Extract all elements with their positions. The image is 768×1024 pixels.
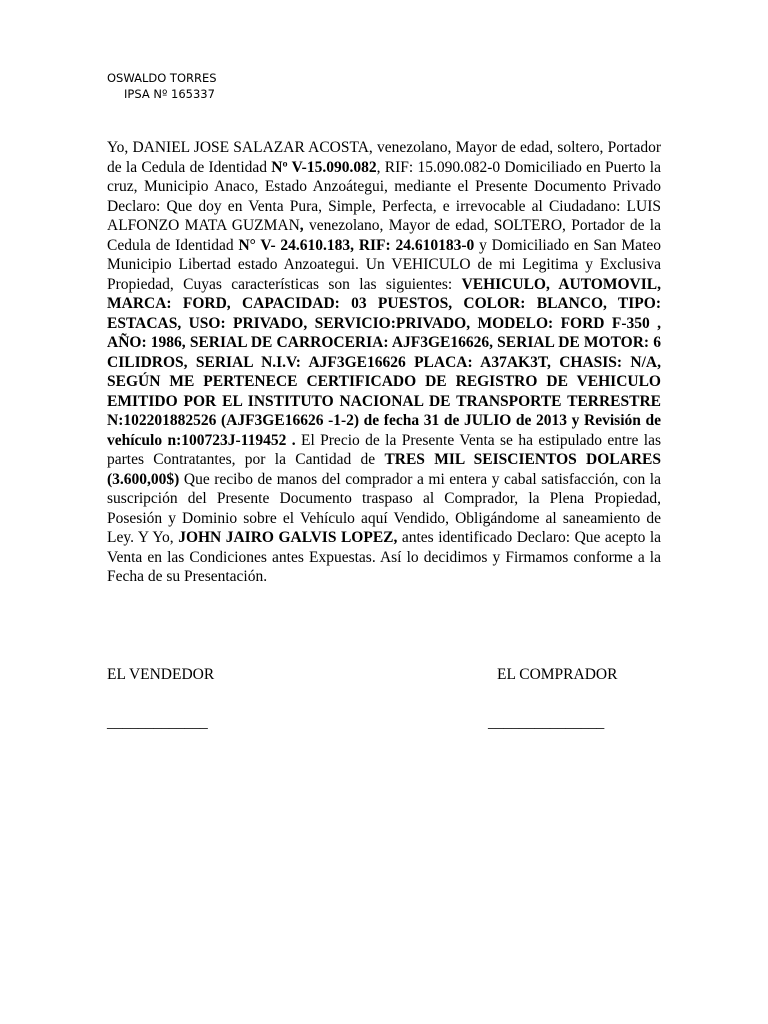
body-text-segment: , RIF: 15.090.082-0 Domiciliado en Puerto la cruz, Municipio Anaco, Estado Anzoátegui, mediante el Presente Documento Privado Declaro: Que doy en Venta Pura, Simple, Perfecta, e irrevocable al Ciudadano: LUIS ALFONZO MATA GUZMAN (107, 158, 661, 234)
seller-signature-line: _____________ (107, 714, 208, 731)
buyer-name: JOHN JAIRO GALVIS LOPEZ, (178, 529, 398, 546)
body-bold-comma: , (299, 217, 304, 234)
body-text-segment: Yo, DANIEL JOSE SALAZAR ACOSTA, venezolano, Mayor de edad, soltero, Portador de la Cedula de Identidad (107, 139, 661, 176)
body-text-segment: y Domiciliado en San Mateo Municipio Libertad estado Anzoategui. Un VEHICULO de mi Legitima y Exclusiva Propiedad, Cuyas características son las siguientes: (107, 236, 661, 293)
buyer-label: EL COMPRADOR (497, 666, 618, 683)
body-text-segment: Que recibo de manos del comprador a mi entera y cabal satisfacción, con la suscripción del Presente Documento traspaso al Comprador, la Plena Propiedad, Posesión y Dominio sobre el Vehículo aquí Vendido, Obligándome al saneamiento de Ley. Y Yo, (107, 470, 661, 546)
seller-label: EL VENDEDOR (107, 666, 215, 683)
body-text-segment: El Precio de la Presente Venta se ha estipulado entre las partes Contratantes, por la Cantidad de (107, 431, 662, 468)
seller-id-number: Nº V-15.090.082 (271, 158, 377, 176)
contract-body (107, 138, 661, 587)
vehicle-description: VEHICULO, AUTOMOVIL, MARCA: FORD, CAPACIDAD: 03 PUESTOS, COLOR: BLANCO, TIPO: ESTACAS, USO: PRIVADO, SERVICIO:PRIVADO, MODELO: FORD F-350 , AÑO: 1986, SERIAL DE CARROCERIA: AJF3GE16626, SERIAL DE MOTOR: 6 CILIDROS, SERIAL N.I.V: AJF3GE16626 PLACA: A37AK3T, CHASIS: N/A, SEGÚN ME PERTENECE CERTIFICADO DE REGISTRO DE VEHICULO EMITIDO POR EL INSTITUTO NACIONAL DE TRANSPORTE TERRESTRE N:102201882526 (AJF3GE16626 -1-2) de fecha 31 de JULIO de 2013 y Revisión de vehículo n:100723J-119452 . (107, 275, 661, 449)
document-header (107, 70, 217, 102)
buyer-signature-line: _______________ (488, 714, 605, 731)
buyer-id-number: N° V- 24.610.183, RIF: 24.610183-0 (238, 236, 475, 254)
ipsa-number: IPSA Nº 165337 (124, 87, 215, 101)
sale-price: TRES MIL SEISCIENTOS DOLARES (3.600,00$) (107, 451, 661, 488)
body-text-segment: antes identificado Declaro: Que acepto la Venta en las Condiciones antes Expuestas. Así lo decidimos y Firmamos conforme a la Fecha de su Presentación. (107, 529, 662, 585)
body-text-segment: venezolano, Mayor de edad, SOLTERO, Portador de la Cedula de Identidad (107, 217, 661, 254)
author-name: OSWALDO TORRES (107, 71, 217, 85)
